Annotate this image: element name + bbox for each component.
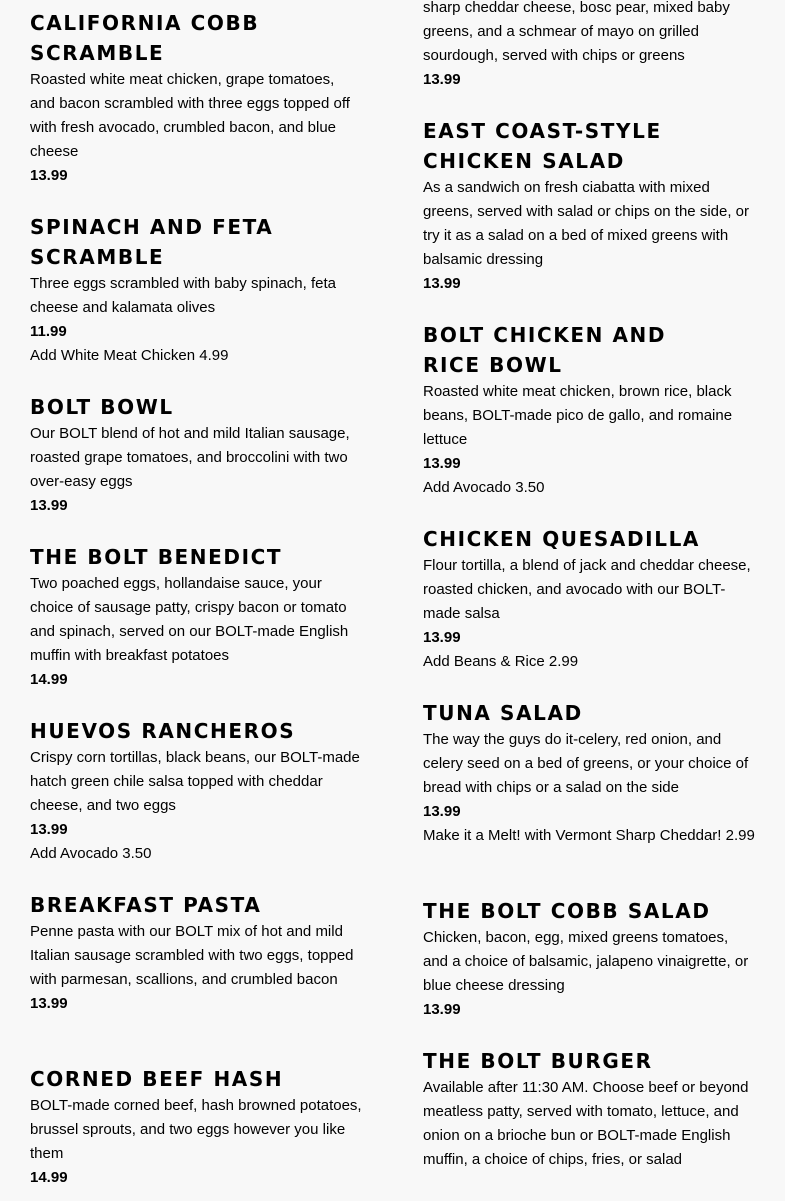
menu-item-title: HUEVOS RANCHEROS (30, 719, 296, 743)
menu-item-price: 14.99 (30, 671, 68, 688)
menu-item-title: CHICKEN QUESADILLA (423, 527, 700, 551)
menu-item-addon: Add White Meat Chicken 4.99 (30, 347, 229, 364)
menu-item-price: 13.99 (423, 629, 461, 646)
menu-item-price: 13.99 (30, 167, 68, 184)
menu-item-title: BOLT CHICKEN AND RICE BOWL (423, 323, 667, 377)
menu-item-description: Chicken, bacon, egg, mixed greens tomatoes, and a choice of balsamic, jalapeno vinaigrette, or blue cheese dressing (423, 929, 749, 994)
menu-item (423, 524, 755, 674)
menu-item-price: 11.99 (30, 323, 67, 340)
menu-item-title: CORNED BEEF HASH (30, 1067, 284, 1091)
menu-item-title: THE BOLT BURGER (423, 1049, 653, 1073)
menu-item (423, 1046, 755, 1172)
menu-item (30, 212, 362, 368)
menu-item-description: Penne pasta with our BOLT mix of hot and mild Italian sausage scrambled with two eggs, topped with parmesan, scallions, and crumbled bacon (30, 923, 354, 988)
menu-item (30, 1064, 362, 1190)
menu-item-description: sharp cheddar cheese, bosc pear, mixed baby greens, and a schmear of mayo on grilled sourdough, served with chips or greens (423, 0, 730, 64)
menu-item-title: SPINACH AND FETA SCRAMBLE (30, 215, 274, 269)
menu-item-description: Our BOLT blend of hot and mild Italian sausage, roasted grape tomatoes, and broccolini with two over-easy eggs (30, 425, 350, 490)
menu-item (423, 116, 755, 296)
menu-item-fragment (423, 0, 755, 92)
menu-item-price: 13.99 (30, 995, 68, 1012)
menu-item-price: 13.99 (30, 821, 68, 838)
menu-item (30, 392, 362, 518)
menu-item-title: TUNA SALAD (423, 701, 583, 725)
menu-item (30, 716, 362, 866)
menu-item (423, 896, 755, 1022)
menu-item-title: CALIFORNIA COBB SCRAMBLE (30, 11, 260, 65)
menu-item-description: The way the guys do it-celery, red onion, and celery seed on a bed of greens, or your choice of bread with chips or a salad on the side (423, 731, 749, 796)
menu-item-price: 13.99 (30, 497, 68, 514)
menu-item-title: BREAKFAST PASTA (30, 893, 262, 917)
menu-item-title: BOLT BOWL (30, 395, 174, 419)
menu-item (30, 542, 362, 692)
menu-item-description: Roasted white meat chicken, brown rice, black beans, BOLT-made pico de gallo, and romaine lettuce (423, 383, 733, 448)
menu-item-description: Two poached eggs, hollandaise sauce, your choice of sausage patty, crispy bacon or tomato and spinach, served on our BOLT-made English muffin with breakfast potatoes (30, 575, 349, 664)
menu-item-price: 13.99 (423, 803, 461, 820)
menu-item-addon: Add Beans & Rice 2.99 (423, 653, 579, 670)
menu-item-addon: Make it a Melt! with Vermont Sharp Cheddar! 2.99 (423, 827, 755, 844)
menu-item-addon: Add Avocado 3.50 (423, 479, 545, 496)
menu-item-addon: Add Avocado 3.50 (30, 845, 152, 862)
menu-item (30, 890, 362, 1016)
menu-item-title: EAST COAST-STYLE CHICKEN SALAD (423, 119, 662, 173)
menu-item-title: THE BOLT BENEDICT (30, 545, 283, 569)
menu-item (423, 698, 755, 848)
menu-item-description: BOLT-made corned beef, hash browned potatoes, brussel sprouts, and two eggs however you like them (30, 1097, 362, 1162)
menu-item-title: THE BOLT COBB SALAD (423, 899, 711, 923)
menu-item-price: 13.99 (423, 1001, 461, 1018)
menu-item-description: Roasted white meat chicken, grape tomatoes, and bacon scrambled with three eggs topped off with fresh avocado, crumbled bacon, and blue cheese (30, 71, 350, 160)
menu-item (423, 320, 755, 500)
menu-item-price: 13.99 (423, 455, 461, 472)
menu-item-description: As a sandwich on fresh ciabatta with mixed greens, served with salad or chips on the side, or try it as a salad on a bed of mixed greens with balsamic dressing (423, 179, 750, 268)
menu-item-price: 14.99 (30, 1169, 68, 1186)
menu-item (30, 8, 362, 188)
menu-item-description: Crispy corn tortillas, black beans, our BOLT-made hatch green chile salsa topped with cheddar cheese, and two eggs (30, 749, 360, 814)
menu-item-description: Flour tortilla, a blend of jack and cheddar cheese, roasted chicken, and avocado with our BOLT-made salsa (423, 557, 751, 622)
menu-item-price: 13.99 (423, 71, 461, 88)
menu-item-price: 13.99 (423, 275, 461, 292)
menu-item-description: Available after 11:30 AM. Choose beef or beyond meatless patty, served with tomato, lettuce, and onion on a brioche bun or BOLT-made English muffin, a choice of chips, fries, or salad (423, 1079, 749, 1168)
menu-item-description: Three eggs scrambled with baby spinach, feta cheese and kalamata olives (30, 275, 336, 316)
